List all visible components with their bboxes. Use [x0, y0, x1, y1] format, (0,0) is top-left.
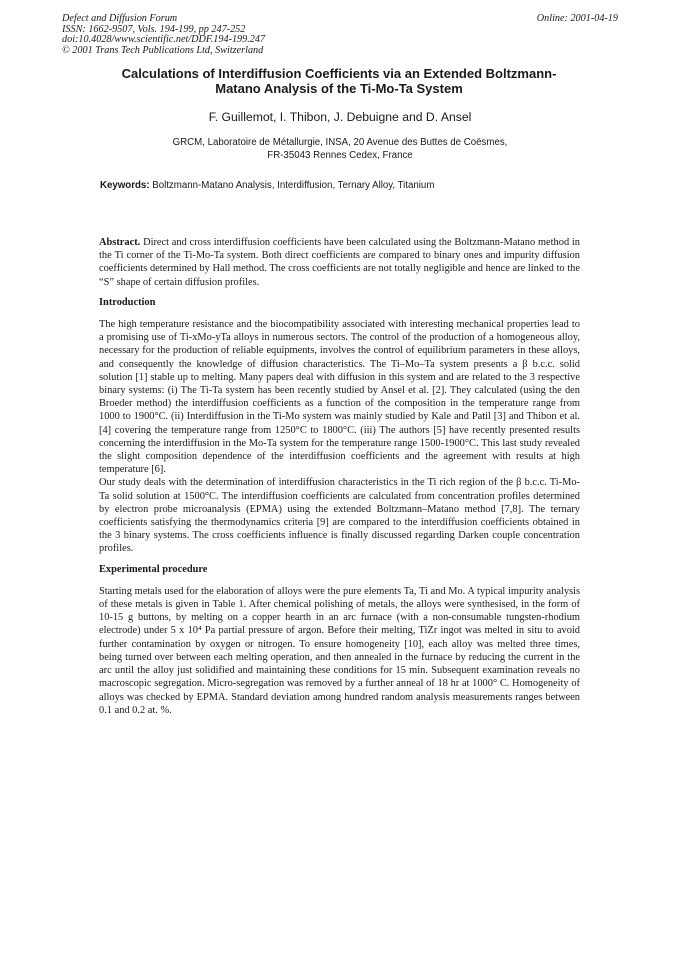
- copyright-line: © 2001 Trans Tech Publications Ltd, Switzerland: [62, 44, 264, 56]
- issn-line: ISSN: 1662-9507, Vols. 194-199, pp 247-252: [62, 23, 246, 35]
- abstract-label: Abstract.: [99, 237, 141, 248]
- introduction-heading: Introduction: [99, 296, 156, 308]
- affiliation-line-2: FR-35043 Rennes Cedex, France: [267, 149, 413, 161]
- running-header: [62, 14, 618, 56]
- experimental-paragraph-1: Starting metals used for the elaboration of alloys were the pure elements Ta, Ti and Mo. A typical impurity analysis of these metals is given in Table 1. After chemical polishing of metals, the alloys were synthesised, in the form of 10-15 g buttons, by melting on a copper hearth in an arc furnace (with a non-consumable tungsten-rhodium electrode) under 5 x 10⁴ Pa partial pressure of argon. Before their melting, TiZr ingot was melted in situ to avoid further contamination by oxygen or nitrogen. To ensure homogeneity [10], each alloy was melted three times, being turned over between each melting operation, and then annealed in the furnace by reducing the current in the arc until the alloy just solidified and maintaining these conditions for 15 min. Subsequent examination reveals no macroscopic segregation. Micro-segregation was removed by a further anneal of 18 hr at 1000° C. Homogeneity of alloys was checked by EPMA. Standard deviation among hundred random analysis measurements ranges between 0.1 and 0.2 at. %.: [99, 585, 580, 716]
- keywords: [100, 180, 600, 191]
- introduction-paragraph-2: Our study deals with the determination of interdiffusion characteristics in the Ti rich region of the β b.c.c. Ti-Mo-Ta solid solution at 1500°C. The interdiffusion coefficients are calculated from concentration profiles determined by electron probe microanalysis (EPMA) using the extended Boltzmann–Matano method [7,8]. The ternary coefficients satisfying the thermodynamics criteria [9] are compared to the interdiffusion coefficients obtained in the 3 binary systems. The cross coefficients influence is finally discussed regarding Darken couple concentration profiles.: [99, 477, 580, 555]
- affiliation: [62, 137, 618, 162]
- title-line-2: Matano Analysis of the Ti-Mo-Ta System: [215, 81, 463, 96]
- abstract-text: Direct and cross interdiffusion coefficients have been calculated using the Boltzmann-Matano method in the Ti corner of the Ti-Mo-Ta system. Both direct coefficients are compared to binary ones and impurity diffusion coefficients determined by Hall method. The cross coefficients are not totally negligible and hence are linked to the “S” shape of certain diffusion profiles.: [99, 237, 581, 288]
- paper-body: [99, 236, 580, 717]
- journal-name: Defect and Diffusion Forum: [62, 13, 178, 24]
- experimental-heading: Experimental procedure: [99, 563, 208, 575]
- keywords-text: Boltzmann-Matano Analysis, Interdiffusion, Ternary Alloy, Titanium: [152, 180, 435, 191]
- title-line-1: Calculations of Interdiffusion Coefficients via an Extended Boltzmann-: [121, 66, 557, 81]
- abstract: [99, 236, 580, 289]
- keywords-label: Keywords:: [100, 180, 150, 191]
- affiliation-line-1: GRCM, Laboratoire de Métallurgie, INSA, 20 Avenue des Buttes de Coësmes,: [172, 137, 508, 148]
- authors: F. Guillemot, I. Thibon, J. Debuigne and D. Ansel: [208, 110, 472, 124]
- online-date: Online: 2001-04-19: [536, 13, 618, 24]
- doi-line: doi:10.4028/www.scientific.net/DDF.194-199.247: [62, 34, 266, 46]
- introduction-paragraph-1: The high temperature resistance and the biocompatibility associated with interesting mechanical properties lead to a promising use of Ti-xMo-yTa alloys in numerous sectors. The control of the production of a homogeneous alloy, necessary for the production of reliable equipments, involves the control of equilibrium parameters in these alloys, and consequently the knowledge of diffusion characteristics. The Ti–Mo–Ta system presents a β b.c.c. solid solution [1] stable up to melting. Many papers deal with diffusion in this system and are related to the 3 respective binary systems: (i) The Ti-Ta system has been recently studied by Ansel et al. [2]. They calculated (using the den Broeder method) the interdiffusion coefficients as a function of the composition in the temperature range from 1000 to 1900°C. (ii) Interdiffusion in the Ti-Mo system was mainly studied by Kale and Patil [3] and Thibon et al. [4] covering the temperature range from 1250°C to 1800°C. (iii) The authors [5] have recently presented results concerning the interdiffusion in the Mo-Ta system for the temperature range 1500-1900°C. This last study revealed the slight composition dependence of the interdiffusion coefficients and the agreement with results at high temperature [6].: [99, 319, 580, 476]
- paper-title: [70, 66, 608, 96]
